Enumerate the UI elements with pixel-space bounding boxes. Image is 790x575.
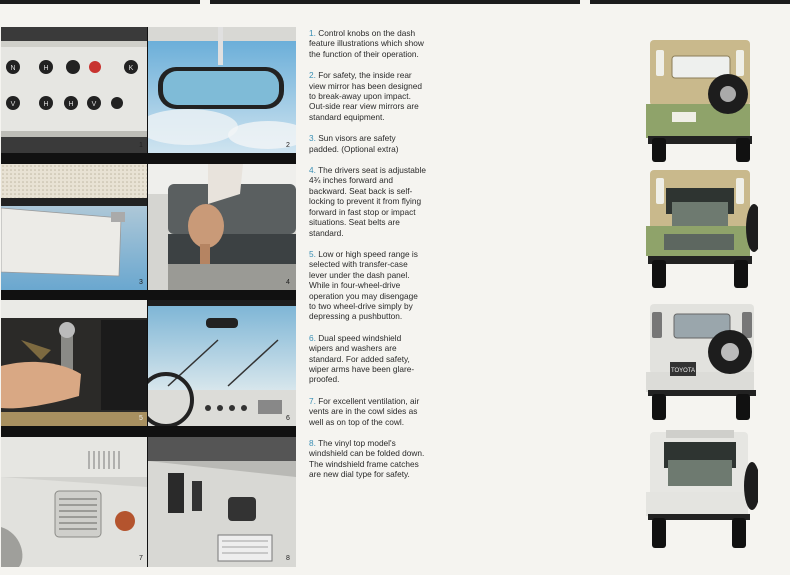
top-edge-bar (0, 0, 200, 4)
photo-number: 6 (286, 415, 290, 422)
photo-number: 1 (139, 142, 143, 149)
photo-number: 4 (286, 279, 290, 286)
badge-text: TOYOTA (670, 368, 696, 374)
photo-number: 8 (286, 555, 290, 562)
photo-sun-visor (1, 164, 147, 290)
svg-text:V: V (10, 101, 16, 108)
caption-text: Control knobs on the dash feature illustrations which show the function of their operation. (309, 28, 424, 59)
caption-7 (309, 396, 427, 427)
caption-3 (309, 133, 427, 154)
caption-number: 6. (309, 332, 316, 343)
svg-text:H: H (68, 101, 74, 108)
caption-number: 4. (309, 165, 316, 176)
photo-number: 3 (139, 279, 143, 286)
caption-number: 7. (309, 395, 316, 406)
caption-text: For safety, the inside rear view mirror has been designed to break-away upon impact. Out-side rear view mirrors are standard equipment. (309, 70, 422, 122)
photo-number: 5 (139, 415, 143, 422)
caption-text: Low or high speed range is selected with transfer-case lever under the dash panel. While in four-wheel-drive operation you may disengage to two wheel-drive simply by depressing a pushbutton. (309, 248, 418, 322)
photo-control-knobs (1, 27, 147, 153)
svg-text:H: H (43, 65, 49, 72)
svg-text:N: N (10, 65, 16, 72)
svg-text:K: K (128, 65, 134, 72)
photo-windshield-wipers (148, 300, 296, 426)
caption-number: 5. (309, 248, 316, 259)
svg-text:H: H (43, 101, 49, 108)
caption-number: 8. (309, 438, 316, 448)
caption-number: 2. (309, 70, 316, 81)
caption-text: For excellent ventilation, air vents are in the cowl sides as well as on top of the cowl. (309, 395, 420, 427)
caption-1 (309, 28, 427, 59)
svg-text:V: V (91, 101, 97, 108)
caption-8 (309, 438, 427, 480)
vehicle-rear-view-1 (646, 38, 758, 164)
caption-column (309, 28, 427, 491)
photo-number: 7 (139, 555, 143, 562)
caption-5 (309, 249, 427, 322)
vehicle-rear-view-2 (646, 168, 758, 294)
photo-drivers-seat (148, 164, 296, 290)
top-edge-bar (590, 0, 790, 4)
caption-2 (309, 70, 427, 122)
caption-text: Sun visors are safety padded. (Optional extra) (309, 133, 399, 154)
photo-transfer-case-lever (1, 300, 147, 426)
caption-4 (309, 165, 427, 238)
caption-text: The drivers seat is adjustable 4¾ inches forward and backward. Seat back is self-locking to prevent it from flying forward in fast stop or impact situations. Seat belts are standard. (309, 165, 426, 238)
top-edge-bar (210, 0, 580, 4)
photo-cowl-vents (1, 437, 147, 567)
caption-number: 3. (309, 133, 316, 144)
photo-grid (1, 27, 296, 567)
caption-text: Dual speed windshield wipers and washers are standard. For added safety, wiper arms have been glare-proofed. (309, 332, 415, 385)
photo-number: 2 (286, 142, 290, 149)
vehicle-rear-view-3 (646, 302, 758, 422)
caption-number: 1. (309, 28, 316, 38)
photo-rear-view-mirror (148, 27, 296, 153)
caption-6 (309, 333, 427, 385)
caption-text: The vinyl top model's windshield can be folded down. The windshield frame catches are new dial type for safety. (309, 438, 425, 480)
vehicle-rear-view-4 (646, 430, 758, 552)
photo-windshield-catch (148, 437, 296, 567)
